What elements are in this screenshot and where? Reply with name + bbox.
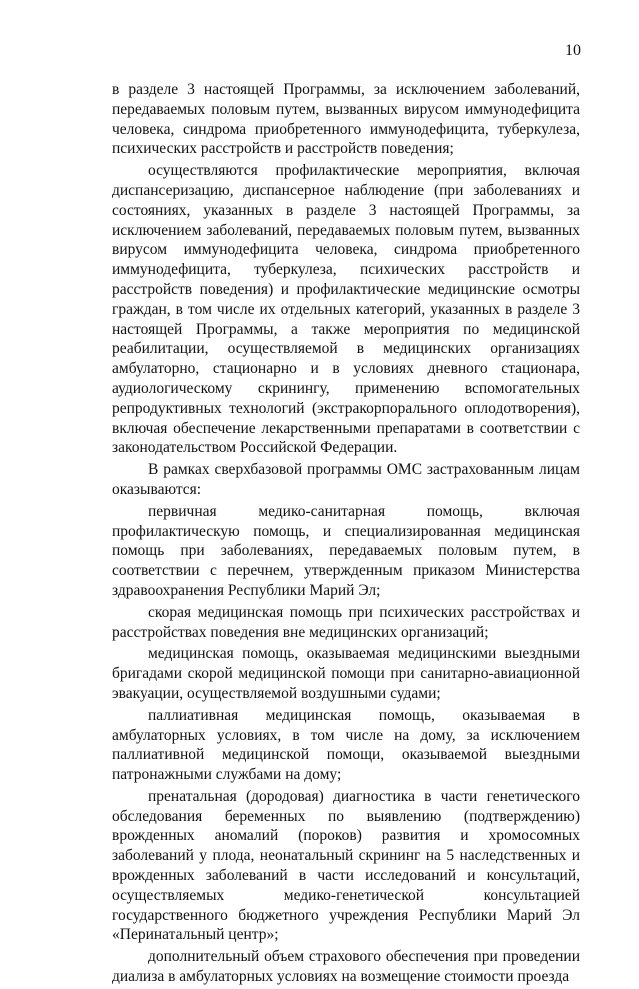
- paragraph-dialysis: дополнительный объем страхового обеспечения при проведении диализа в амбулаторных условиях на возмещение стоимости проезда: [112, 948, 580, 986]
- document-body: [112, 80, 580, 989]
- paragraph-emergency-care: скорая медицинская помощь при психических расстройствах и расстройствах поведения вне медицинских организаций;: [112, 603, 580, 641]
- paragraph-preventive-measures: осуществляются профилактические мероприятия, включая диспансеризацию, диспансерное наблюдение (при заболеваниях и состояниях, указанных в разделе 3 настоящей Программы, за исключением заболеваний, передаваемых половым путем, вызванных вирусом иммунодефицита человека, синдрома приобретенного иммунодефицита, туберкулеза, психических расстройств и расстройств поведения) и профилактические медицинские осмотры граждан, в том числе их отдельных категорий, указанных в разделе 3 настоящей Программы, а также мероприятия по медицинской реабилитации, осуществляемой в медицинских организациях амбулаторно, стационарно и в условиях дневного стационара, аудиологическому скринингу, применению вспомогательных репродуктивных технологий (экстракорпорального оплодотворения), включая обеспечение лекарственными препаратами в соответствии с законодательством Российской Федерации.: [112, 162, 580, 457]
- paragraph-palliative-care: паллиативная медицинская помощь, оказываемая в амбулаторных условиях, в том числе на дому, за исключением паллиативной медицинской помощи, оказываемой выездными патронажными службами на дому;: [112, 706, 580, 784]
- paragraph-superbasic-intro: В рамках сверхбазовой программы ОМС застрахованным лицам оказываются:: [112, 461, 580, 498]
- paragraph-continuation: в разделе 3 настоящей Программы, за исключением заболеваний, передаваемых половым путем, вызванных вирусом иммунодефицита человека, синдрома приобретенного иммунодефицита, туберкулеза, психических расстройств и расстройств поведения;: [112, 81, 580, 158]
- page-number: 10: [565, 42, 581, 59]
- paragraph-air-evacuation: медицинская помощь, оказываемая медицинскими выездными бригадами скорой медицинской помощи при санитарно-авиационной эвакуации, осуществляемой воздушными судами;: [112, 645, 580, 702]
- paragraph-prenatal-diagnostics: пренатальная (дородовая) диагностика в части генетического обследования беременных по выявлению (подтверждению) врожденных аномалий (пороков) развития и хромосомных заболеваний у плода, неонатальный скрининг на 5 наследственных и врожденных заболеваний в части исследований и консультаций, осуществляемых медико-генетической консультацией государственного бюджетного учреждения Республики Марий Эл «Перинатальный центр»;: [112, 787, 580, 944]
- paragraph-primary-care: первичная медико-санитарная помощь, включая профилактическую помощь, и специализированная медицинская помощь при заболеваниях, передаваемых половым путем, в соответствии с перечнем, утвержденным приказом Министерства здравоохранения Республики Марий Эл;: [112, 502, 580, 599]
